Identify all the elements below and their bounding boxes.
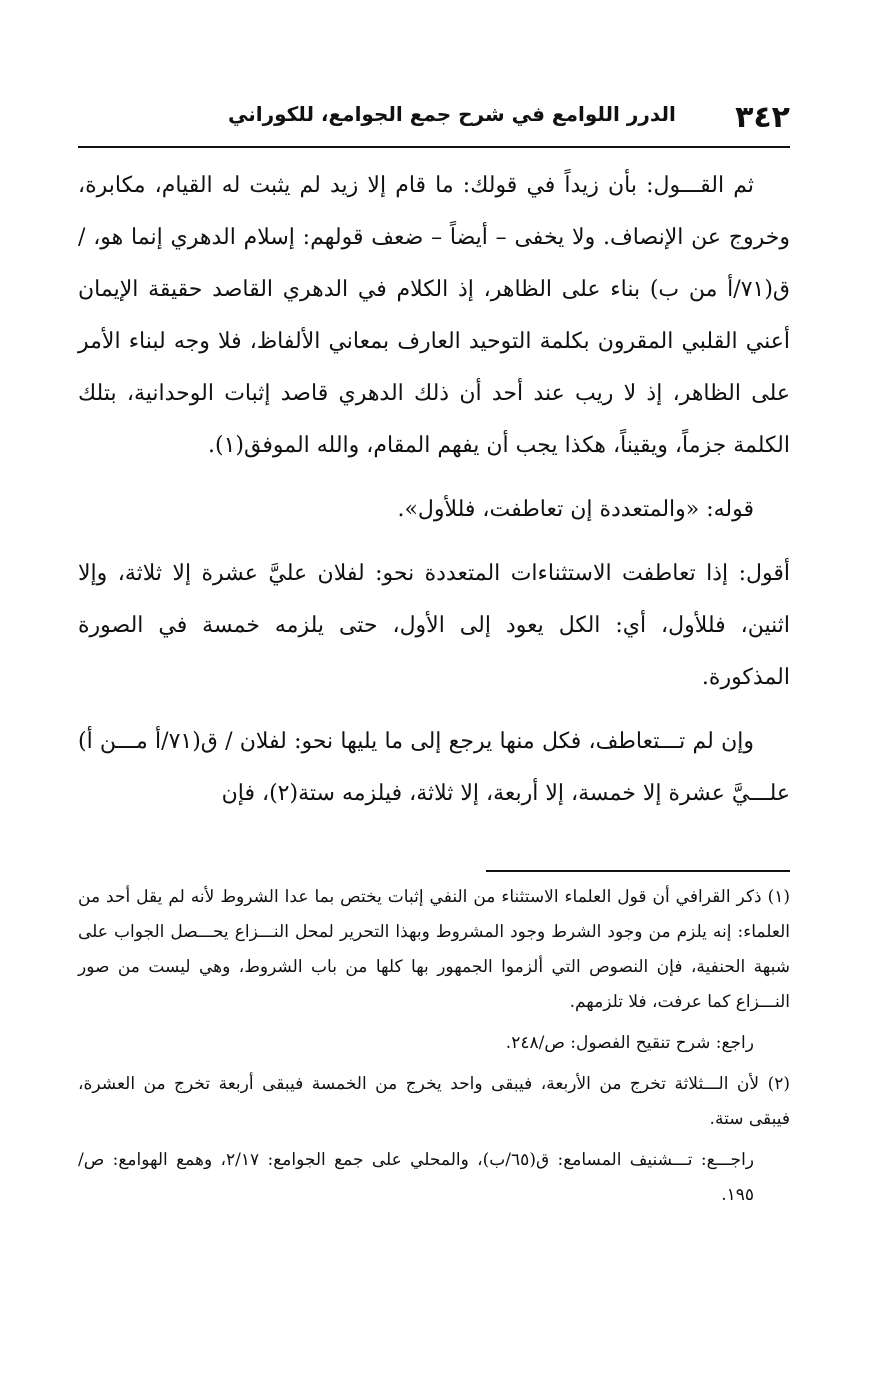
running-title: الدرر اللوامع في شرح جمع الجوامع، للكوراني xyxy=(228,102,676,126)
footnote-2: (٢) لأن الـــثلاثة تخرج من الأربعة، فيبقى واحد يخرج من الخمسة فيبقى أربعة تخرج من العشرة، فيبقى ستة. xyxy=(78,1074,790,1129)
footnote-separator xyxy=(486,870,790,872)
page-number: ٣٤٢ xyxy=(735,100,790,135)
paragraph-3: أقول: إذا تعاطفت الاستثناءات المتعددة نحو: لفلان عليَّ عشرة إلا ثلاثة، وإلا اثنين، فللأول، أي: الكل يعود إلى الأول، حتى يلزمه خمسة في الصورة المذكورة. xyxy=(78,561,790,690)
main-text xyxy=(78,160,790,832)
page-header xyxy=(78,100,790,148)
paragraph-2: قوله: «والمتعددة إن تعاطفت، فللأول». xyxy=(397,497,754,522)
paragraph-1: ثم القـــول: بأن زيداً في قولك: ما قام إلا زيد لم يثبت له القيام، مكابرة، وخروج عن الإنصاف. ولا يخفى – أيضاً – ضعف قولهم: إسلام الدهري إنما هو، / ق(٧١/أ من ب) بناء على الظاهر، إذ الكلام في الدهري القاصد حقيقة الإيمان أعني القلبي المقرون بكلمة التوحيد العارف بمعاني الألفاظ، فلا وجه لبناء الأمر على الظاهر، إذ لا ريب عند أحد أن ذلك الدهري قاصد إثبات الوحدانية، بتلك الكلمة جزماً، ويقيناً، هكذا يجب أن يفهم المقام، والله الموفق(١). xyxy=(78,173,791,458)
footnote-1: (١) ذكر القرافي أن قول العلماء الاستثناء من النفي إثبات يختص بما عدا الشروط لأنه لم يقل أحد من العلماء: إنه يلزم من وجود الشرط وجود المشروط وبهذا التحرير لمحل النـــزاع يحـــصل الجواب على شبهة الحنفية، فإن النصوص التي ألزموا الجمهور بها كلها من باب الشروط، وهي ليست من صور النـــزاع كما عرفت، فلا تلزمهم. xyxy=(78,887,790,1012)
footnotes xyxy=(78,880,790,1219)
paragraph-4: وإن لم تـــتعاطف، فكل منها يرجع إلى ما يليها نحو: لفلان / ق(٧١/أ مـــن أ) علـــيَّ عشرة إلا خمسة، إلا أربعة، إلا ثلاثة، فيلزمه ستة(٢)، فإن xyxy=(78,729,790,806)
footnote-2-reference: راجـــع: تـــشنيف المسامع: ق(٦٥/ب)، والمحلي على جمع الجوامع: ٢/١٧، وهمع الهوامع: ص/١٩٥. xyxy=(78,1150,755,1205)
footnote-1-reference: راجع: شرح تنقيح الفصول: ص/٢٤٨. xyxy=(505,1033,754,1053)
